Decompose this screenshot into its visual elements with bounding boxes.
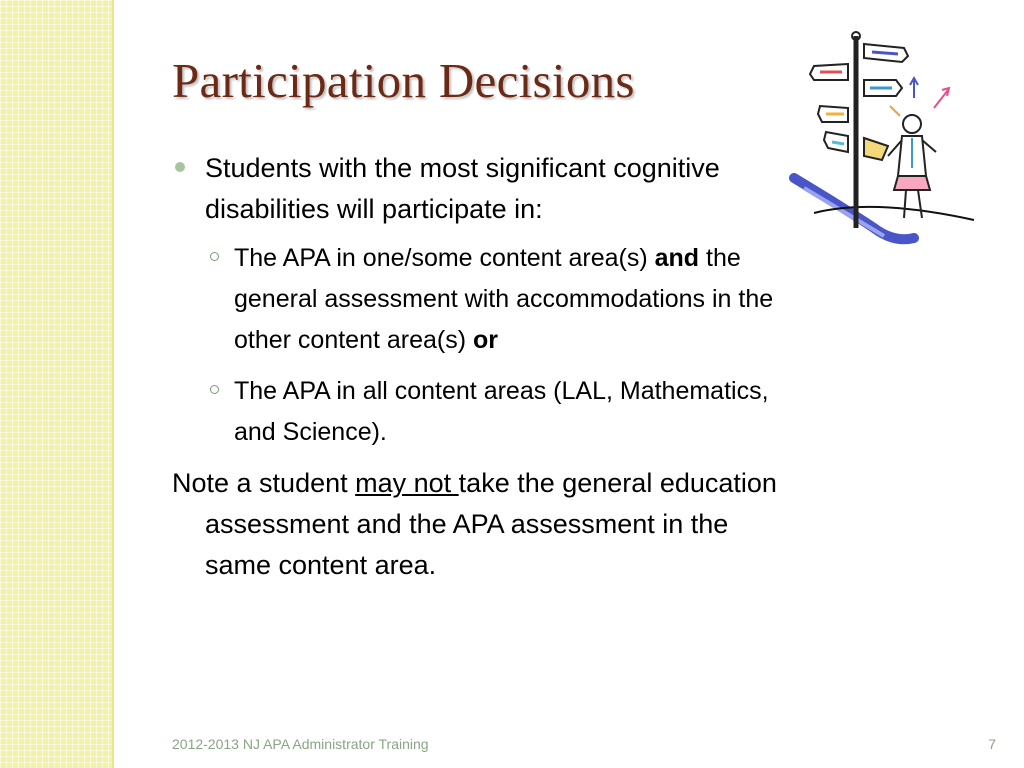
slide-body — [172, 148, 792, 586]
sub-bullet-ring-icon — [210, 385, 219, 394]
bullet-dot-icon — [175, 162, 185, 172]
decorative-side-band — [0, 0, 112, 768]
page-number: 7 — [988, 736, 996, 752]
sub-bullet-one-text-a: The APA in one/some content area(s) — [234, 244, 655, 272]
note-underlined-text: may not — [355, 468, 459, 498]
note-text-b: take the general education assessment and the APA assessment in the same content area. — [205, 468, 777, 580]
sub-bullet-two — [172, 371, 792, 453]
sub-bullet-one — [172, 238, 792, 361]
main-bullet-text: Students with the most significant cognitive disabilities will participate in: — [205, 153, 720, 224]
sub-bullet-one-bold-or: or — [473, 326, 499, 354]
main-bullet — [172, 148, 792, 230]
sub-bullet-two-text: The APA in all content areas (LAL, Mathematics, and Science). — [234, 377, 769, 446]
signpost-person-illustration — [784, 28, 984, 256]
footer-text: 2012-2013 NJ APA Administrator Training — [172, 736, 429, 752]
note-paragraph — [172, 463, 792, 586]
note-text-a: Note a student — [172, 468, 356, 498]
sub-bullet-one-bold-and: and — [654, 244, 700, 272]
sub-bullet-one-text-b: the general assessment with accommodations in the other content area(s) — [234, 244, 774, 354]
slide-title: Participation Decisions — [172, 53, 635, 108]
side-band-edge — [112, 0, 114, 768]
sub-bullet-list — [172, 238, 792, 453]
sub-bullet-ring-icon — [210, 252, 219, 261]
